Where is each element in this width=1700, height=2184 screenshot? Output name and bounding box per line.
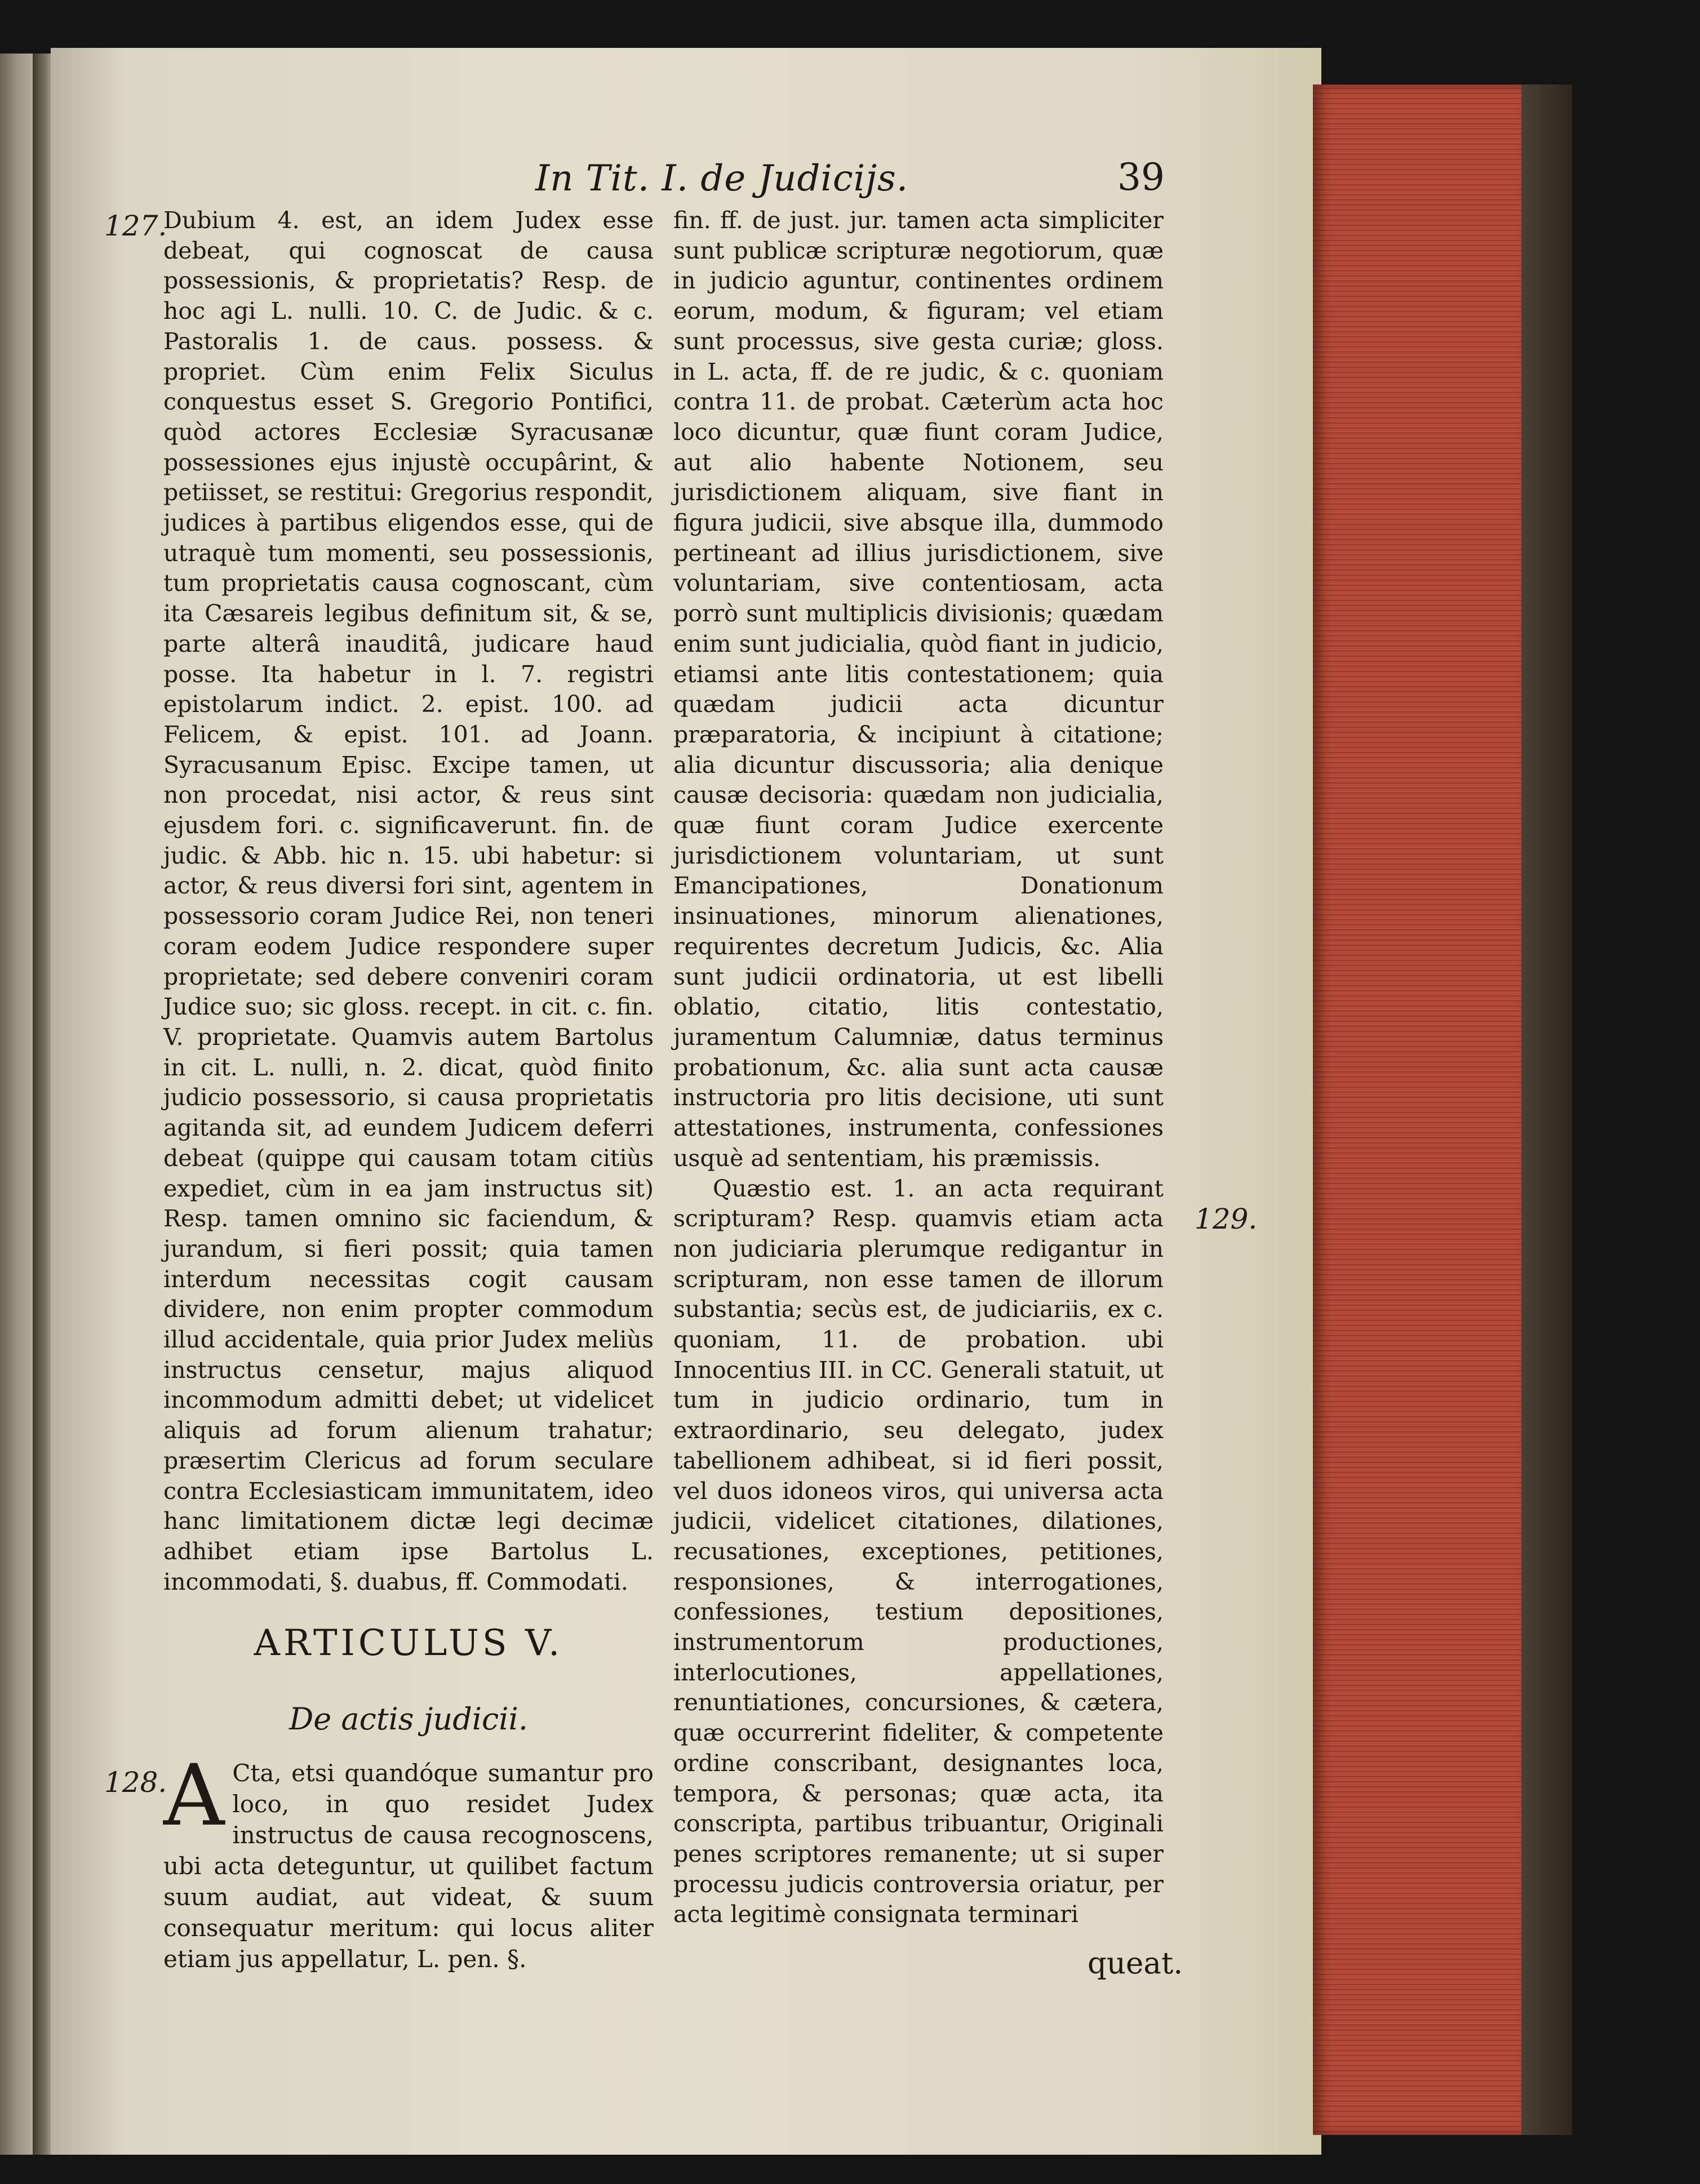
left-column <box>163 206 654 1597</box>
margin-number-128: 128. <box>104 1766 167 1799</box>
page-number: 39 <box>1117 155 1165 199</box>
catchword: queat. <box>1088 1946 1183 1981</box>
red-page-edges <box>1313 84 1521 2135</box>
right-column <box>673 206 1164 1930</box>
margin-number-127: 127. <box>104 210 167 242</box>
book-cover-board <box>1521 84 1572 2135</box>
margin-number-129: 129. <box>1195 1203 1258 1235</box>
right-paragraph-1: fin. ff. de just. jur. tamen acta simpliciter sunt publicæ scripturæ negotiorum, quæ in judicio aguntur, continentes ordinem eorum, modum, & figuram; vel etiam sunt processus, sive gesta curiæ; gloss. in L. acta, ff. de re judic, & c. quoniam contra 11. de probat. Cæterùm acta hoc loco dicuntur, quæ fiunt coram Judice, aut alio habente Notionem, seu jurisdictionem aliquam, sive fiant in figura judicii, sive absque illa, dummodo pertineant ad illius jurisdictionem, sive voluntariam, sive contentiosam, acta porrò sunt multiplicis divisionis; quædam enim sunt judicialia, quòd fiant in judicio, etiamsi ante litis contestationem; quia quædam judicii acta dicuntur præparatoria, & incipiunt à citatione; alia dicuntur discussoria; alia denique causæ decisoria: quædam non judicialia, quæ fiunt coram Judice exercente jurisdictionem voluntariam, ut sunt Emancipationes, Donationum insinuationes, minorum alienationes, requirentes decretum Judicis, &c. Alia sunt judicii ordinatoria, ut est libelli oblatio, citatio, litis contestatio, juramentum Calumniæ, datus terminus probationum, &c. alia sunt acta causæ instructoria pro litis decisione, uti sunt attestationes, instrumenta, confessiones usquè ad sententiam, his præmissis. <box>673 207 1164 1172</box>
article-title: ARTICULUS V. <box>254 1622 563 1664</box>
article-body-text: Cta, etsi quandóque sumantur pro loco, in quo residet Judex instructus de causa recognoscens, ubi acta deteguntur, ut quilibet factum suum audiat, aut videat, & suum consequatur meritum: qui locus aliter etiam jus appellatur, L. pen. §. <box>163 1759 654 1973</box>
article-body <box>163 1747 654 1974</box>
article-subtitle: De actis judicii. <box>288 1701 528 1737</box>
running-header: In Tit. I. de Judicijs. <box>535 158 909 199</box>
right-paragraph-2: Quæstio est. 1. an acta requirant scripturam? Resp. quamvis etiam acta non judiciaria plerumque redigantur in scripturam, non esse tamen de illorum substantia; secùs est, de judiciariis, ex c. quoniam, 11. de probation. ubi Innocentius III. in CC. Generali statuit, ut tum in judicio ordinario, tum in extraordinario, seu delegato, judex tabellionem adhibeat, si id fieri possit, vel duos idoneos viros, qui universa acta judicii, videlicet citationes, dilationes, recusationes, exceptiones, petitiones, responsiones, & interrogationes, confessiones, testium depositiones, instrumentorum productiones, interlocutiones, appellationes, renuntiationes, concursiones, & cætera, quæ occurrerint fideliter, & competente ordine conscribant, designantes loca, tempora, & personas; quæ acta, ita conscripta, partibus tribuantur, Originali penes scriptores remanente; ut si super processu judicis controversia oriatur, per acta legitimè consignata terminari <box>673 1175 1164 1928</box>
left-paragraph: Dubium 4. est, an idem Judex esse debeat, qui cognoscat de causa possessionis, & proprietatis? Resp. de hoc agi L. nulli. 10. C. de Judic. & c. Pastoralis 1. de caus. possess. & propriet. Cùm enim Felix Siculus conquestus esset S. Gregorio Pontifici, quòd actores Ecclesiæ Syracusanæ possessiones ejus injustè occupârint, & petiisset, se restitui: Gregorius respondit, judices à partibus eligendos esse, qui de utraquè tum momenti, seu possessionis, tum proprietatis causa cognoscant, cùm ita Cæsareis legibus definitum sit, & se, parte alterâ inauditâ, judicare haud posse. Ita habetur in l. 7. registri epistolarum indict. 2. epist. 100. ad Felicem, & epist. 101. ad Joann. Syracusanum Episc. Excipe tamen, ut non procedat, nisi actor, & reus sint ejusdem fori. c. significaverunt. fin. de judic. & Abb. hic n. 15. ubi habetur: si actor, & reus diversi fori sint, agentem in possessorio coram Judice Rei, non teneri coram eodem Judice respondere super proprietate; sed debere conveniri coram Judice suo; sic gloss. recept. in cit. c. fin. V. proprietate. Quamvis autem Bartolus in cit. L. nulli, n. 2. dicat, quòd finito judicio possessorio, si causa proprietatis agitanda sit, ad eundem Judicem deferri debeat (quippe qui causam totam citiùs expediet, cùm in ea jam instructus sit) Resp. tamen omnino sic faciendum, & jurandum, si fieri possit; quia tamen interdum necessitas cogit causam dividere, non enim propter commodum illud accidentale, quia prior Judex meliùs instructus censetur, majus aliquod incommodum admitti debet; ut videlicet aliquis ad forum alienum trahatur; præsertim Clericus ad forum seculare contra Ecclesiasticam immunitatem, ideo hanc limitationem dictæ legi decimæ adhibet etiam ipse Bartolus L. incommodati, §. duabus, ff. Commodati. <box>163 207 654 1595</box>
drop-cap: A <box>163 1747 225 1845</box>
